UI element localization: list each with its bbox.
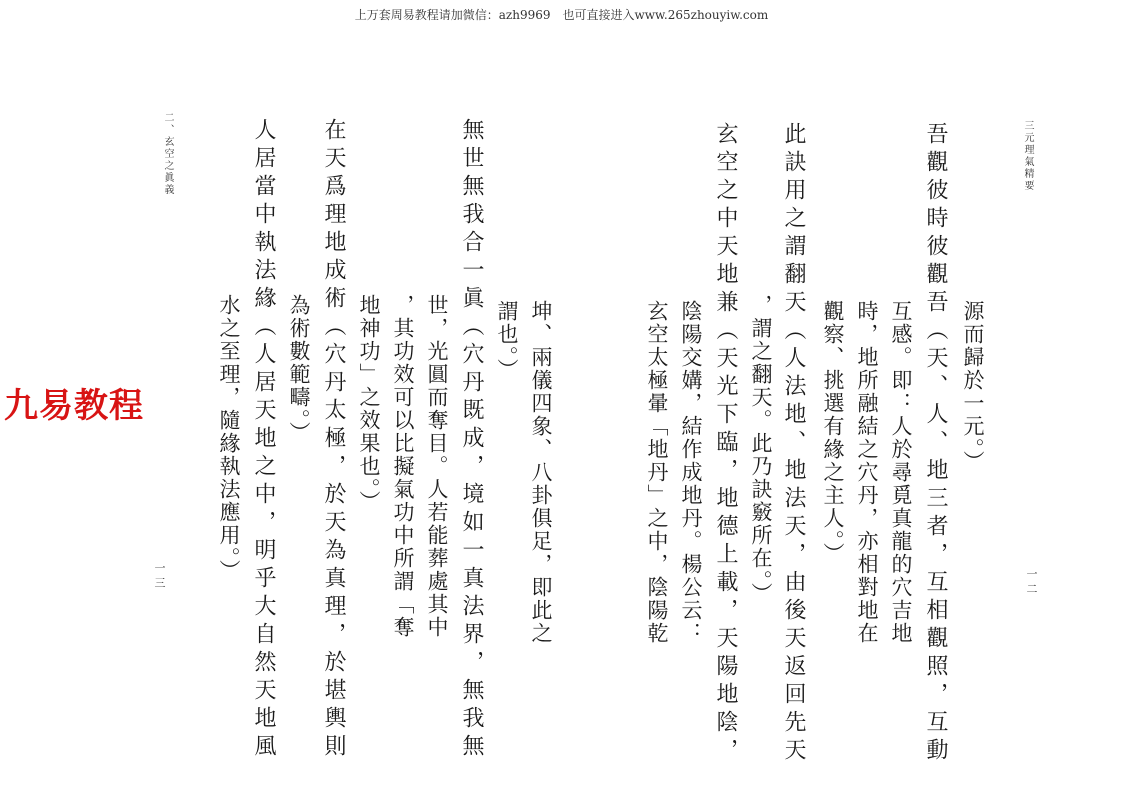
left-col-8: 人居當中執法緣（人居天地之中，明乎大自然天地風 xyxy=(251,118,276,762)
left-page-number: 一三 xyxy=(153,562,166,592)
left-col-6: 在天爲理地成術（穴丹太極，於天為真理，於堪輿則 xyxy=(321,118,346,762)
left-col-2: 無世無我合一眞（穴丹既成，境如一真法界，無我無 xyxy=(459,118,484,762)
right-col-1: 吾觀彼時彼觀吾（天、人、地三者，互相觀照，互動 xyxy=(923,122,948,766)
left-col-5: 地神功」之效果也。） xyxy=(357,294,381,514)
top-banner: 上万套周易教程请加微信：azh9969 也可直接进入www.265zhouyiw.com xyxy=(354,8,769,22)
left-col-0: 坤、兩儀四象、八卦俱足，即此之 xyxy=(529,300,553,645)
right-col-0: 源而歸於一元。） xyxy=(961,300,985,474)
left-col-7: 為術數範疇。） xyxy=(287,294,311,445)
right-col-7: 玄空之中天地兼（天光下臨，地德上載，天陽地陰， xyxy=(713,122,738,766)
left-col-1: 謂也。） xyxy=(495,300,519,382)
right-col-5: 此訣用之謂翻天（人法地、地法天，由後天返回先天 xyxy=(781,122,806,766)
right-col-6: ，謂之翻天。此乃訣竅所在。） xyxy=(749,294,773,606)
right-page-header: 三元理氣精要 xyxy=(1022,120,1033,192)
right-col-4: 觀察、挑選有緣之主人。） xyxy=(821,300,845,566)
watermark-logo: 九易教程 xyxy=(4,386,144,426)
left-page-header: 二、玄空之眞義 xyxy=(162,112,173,196)
left-col-3: 世，光圓而奪目。人若能葬處其中 xyxy=(425,294,449,639)
left-col-4: ，其功效可以比擬氣功中所謂「奪 xyxy=(391,294,415,639)
right-col-2: 互感。即：人於尋覓真龍的穴吉地 xyxy=(889,300,913,645)
left-col-9: 水之至理，隨緣執法應用。） xyxy=(217,294,241,583)
right-page-number: 一二 xyxy=(1025,568,1038,598)
right-col-9: 玄空太極暈「地丹」之中，陰陽乾 xyxy=(645,300,669,645)
right-col-8: 陰陽交媾，結作成地丹。楊公云： xyxy=(679,300,703,645)
right-col-3: 時，地所融結之穴丹，亦相對地在 xyxy=(855,300,879,645)
